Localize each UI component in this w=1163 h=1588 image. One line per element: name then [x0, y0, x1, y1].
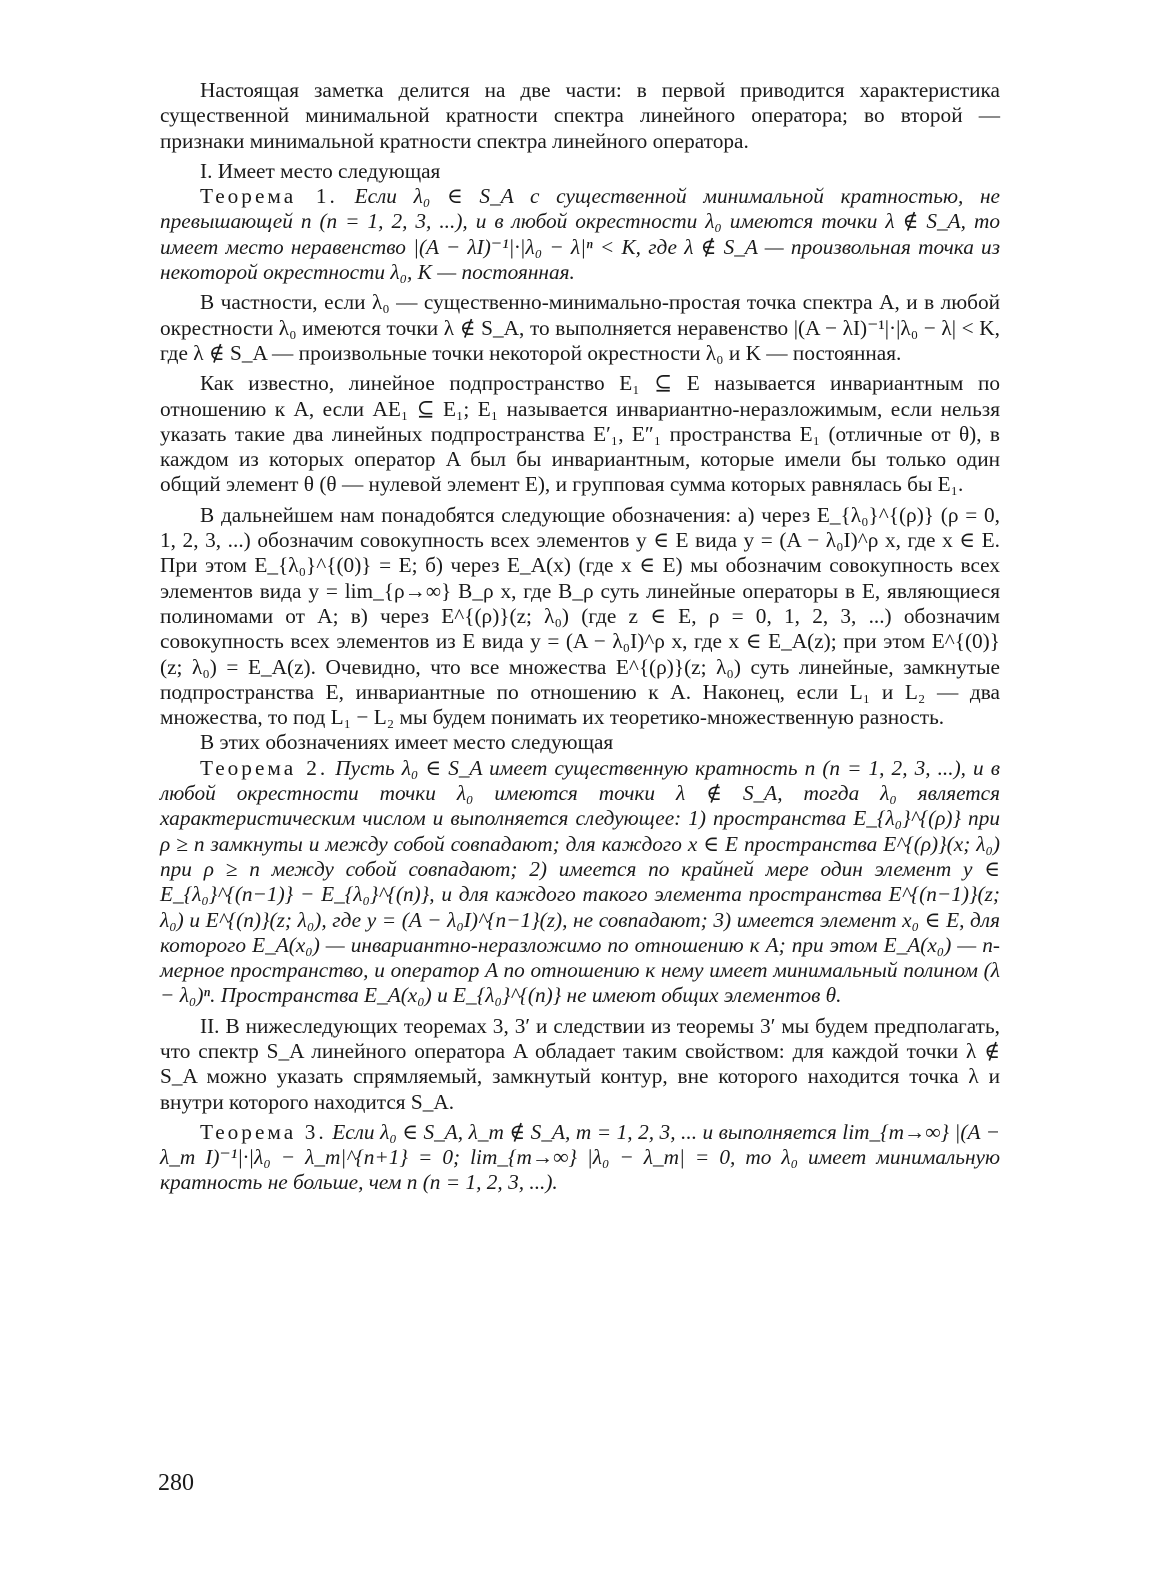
theorem-1 [160, 184, 1000, 285]
invariant-subspace-paragraph: Как известно, линейное подпространство E₁ ⊆ E называется инвариантным по отношению к A, если AE₁ ⊆ E₁; E₁ называется инвариантно-неразложимым, если нельзя указать такие два линейных подпространства E′₁, E″₁ пространства E₁ (отличные от θ), в каждом из которых оператор A был бы инвариантным, которые имели бы только один общий элемент θ (θ — нулевой элемент E), и групповая сумма которых равнялась бы E₁. [160, 371, 1000, 497]
intro-paragraph: Настоящая заметка делится на две части: в первой приводится характеристика существенной минимальной кратности спектра линейного оператора; во второй — признаки минимальной кратности спектра линейного оператора. [160, 78, 1000, 153]
theorem-3 [160, 1120, 1000, 1196]
notation-followup: В этих обозначениях имеет место следующая [200, 730, 614, 755]
section-1-intro: I. Имеет место следующая [200, 158, 441, 183]
particular-case-paragraph: В частности, если λ₀ — существенно-минимально-простая точка спектра A, и в любой окрестности λ₀ имеются точки λ ∉ S_A, то выполняется неравенство |(A − λI)⁻¹|·|λ₀ − λ| < K, где λ ∉ S_A — произвольные точки некоторой окрестности λ₀ и K — постоянная. [160, 290, 1000, 365]
theorem-2 [160, 756, 1000, 1009]
theorem-3-text: Если λ₀ ∈ S_A, λ_m ∉ S_A, m = 1, 2, 3, ... и выполняется lim_{m→∞} |(A − λ_m I)⁻¹|·|λ₀ − λ_m|^{n+1} = 0; lim_{m→∞} |λ₀ − λ_m| = 0, то λ₀ имеет минимальную кратность не больше, чем n (n = 1, 2, 3, ...). [160, 1119, 1001, 1195]
page-body [160, 78, 1000, 1196]
theorem-3-heading: Теорема 3. [200, 1119, 327, 1144]
theorem-2-text: Пусть λ₀ ∈ S_A имеет существенную кратность n (n = 1, 2, 3, ...), и в любой окрестности точки λ₀ имеются точки λ ∉ S_A, тогда λ₀ является характеристическим числом и выполняется следующее: 1) пространства E_{λ₀}^{(ρ)} при ρ ≥ n замкнуты и между собой совпадают; для каждого x ∈ E пространства E^{(ρ)}(x; λ₀) при ρ ≥ n между собой совпадают; 2) имеется по крайней мере один элемент y ∈ E_{λ₀}^{(n−1)} − E_{λ₀}^{(n)}, и для каждого такого элемента пространства E^{(n−1)}(z; λ₀) и E^{(n)}(z; λ₀), где y = (A − λ₀I)^{n−1}(z), не совпадают; 3) имеется элемент x₀ ∈ E, для которого E_A(x₀) — инвариантно-неразложимо по отношению к A; при этом E_A(x₀) — n-мерное пространство, и оператор A по отношению к нему имеет минимальный полином (λ − λ₀)ⁿ. Пространства E_A(x₀) и E_{λ₀}^{(n)} не имеют общих элементов θ. [160, 755, 1000, 1008]
section-2-paragraph: II. В нижеследующих теоремах 3, 3′ и следствии из теоремы 3′ мы будем предполагать, что спектр S_A линейного оператора A обладает таким свойством: для каждой точки λ ∉ S_A можно указать спрямляемый, замкнутый контур, вне которого находится точка λ и внутри которого находится S_A. [160, 1013, 1000, 1114]
theorem-2-heading: Теорема 2. [200, 755, 329, 780]
notation-paragraph: В дальнейшем нам понадобятся следующие обозначения: а) через E_{λ₀}^{(ρ)} (ρ = 0, 1, 2, 3, ...) обозначим совокупность всех элементов y ∈ E вида y = (A − λ₀I)^ρ x, где x ∈ E. При этом E_{λ₀}^{(0)} = E; б) через E_A(x) (где x ∈ E) мы обозначим совокупность всех элементов вида y = lim_{ρ→∞} B_ρ x, где B_ρ суть линейные операторы в E, являющиеся полиномами от A; в) через E^{(ρ)}(z; λ₀) (где z ∈ E, ρ = 0, 1, 2, 3, ...) обозначим совокупность всех элементов из E вида y = (A − λ₀I)^ρ x, где x ∈ E_A(z); при этом E^{(0)}(z; λ₀) = E_A(z). Очевидно, что все множества E^{(ρ)}(z; λ₀) суть линейные, замкнутые подпространства E, инвариантные по отношению к A. Наконец, если L₁ и L₂ — два множества, то под L₁ − L₂ мы будем понимать их теоретико-множественную разность. [160, 502, 1000, 730]
theorem-1-text: Если λ₀ ∈ S_A с существенной минимальной кратностью, не превышающей n (n = 1, 2, 3, ...), и в любой окрестности λ₀ имеются точки λ ∉ S_A, то имеет место неравенство |(A − λI)⁻¹|·|λ₀ − λ|ⁿ < K, где λ ∉ S_A — произвольная точка из некоторой окрестности λ₀, K — постоянная. [160, 184, 1001, 285]
page-number: 280 [158, 1470, 194, 1496]
theorem-1-heading: Теорема 1. [200, 184, 338, 209]
